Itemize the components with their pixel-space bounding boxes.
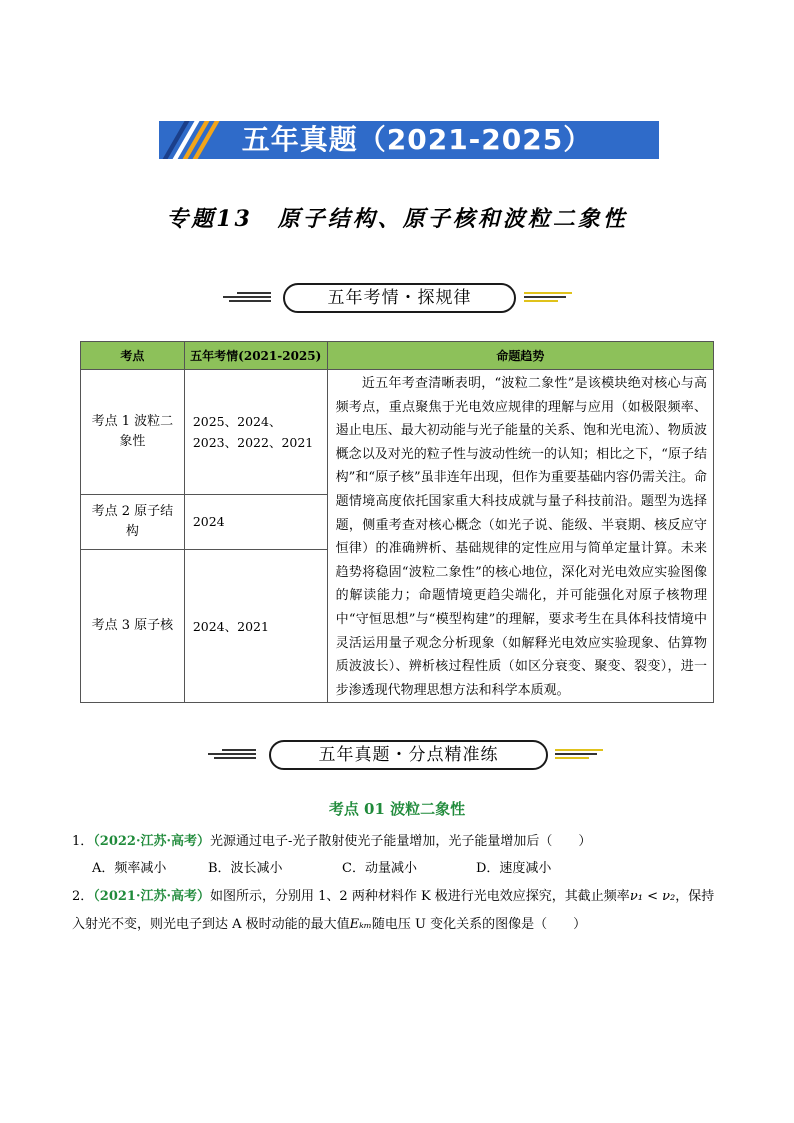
nu2-symbol: ν₂ xyxy=(662,889,676,904)
question-source: （2021·江苏·高考） xyxy=(93,889,211,904)
option-b: B．波长减小 xyxy=(208,861,283,876)
header-trend: 命题趋势 xyxy=(327,342,713,370)
section-header-practice xyxy=(0,740,794,770)
question-number: 1． xyxy=(72,834,94,849)
left-decoration xyxy=(208,748,256,758)
exam-trend-table xyxy=(80,341,714,703)
question-2 xyxy=(72,883,724,939)
question-1-options xyxy=(92,855,551,883)
table-header-row xyxy=(81,342,714,370)
header-point: 考点 xyxy=(81,342,185,370)
years-cell: 2025、2024、2023、2022、2021 xyxy=(184,370,327,495)
trend-cell xyxy=(327,370,713,703)
question-1 xyxy=(72,828,724,856)
ekm-symbol: Eₖₘ xyxy=(349,917,372,932)
trend-text: 近五年考查清晰表明，“波粒二象性”是该模块绝对核心与高频考点，重点聚焦于光电效应规律的理解与应用（如极限频率、遏止电压、最大初动能与光子能量的关系、饱和光电流）、物质波概念以及对光的粒子性与波动性统一的认知；相比之下，“原子结构”和“原子核”虽非连年出现，但作为重要基础内容仍需关注。命题情境高度依托国家重大科技成就与量子科技前沿。题型为选择题，侧重考查对核心概念（如光子说、能级、半衰期、核反应守恒律）的准确辨析、基础规律的定性应用与简单定量计算。未来趋势将稳固“波粒二象性”的核心地位，深化对光电效应实验图像的解读能力；命题情境更趋尖端化，并可能强化对原子核物理中“守恒思想”与“模型构建”的理解，要求考生在具体科技情境中灵活运用量子观念分析现象（如解释光电效应实验现象、估算物质波波长）、辨析核过程性质（如区分衰变、聚变、裂变），进一步渗透现代物理思想方法和科学本质观。 xyxy=(335,376,707,698)
table-row xyxy=(81,370,714,495)
option-d: D．速度减小 xyxy=(476,861,552,876)
option-c: C．动量减小 xyxy=(342,861,417,876)
option-a: A．频率减小 xyxy=(92,861,167,876)
nu1-symbol: ν₁ xyxy=(629,889,643,904)
section-title: 五年真题・分点精准练 xyxy=(269,740,548,770)
less-than: < xyxy=(642,889,663,904)
knowledge-point-heading: 考点 01 波粒二象性 xyxy=(328,800,466,818)
right-decoration xyxy=(555,748,603,758)
section-title: 五年考情・探规律 xyxy=(283,283,516,313)
question-text: ，保持入射光不变，则光电子到达 A 极时动能的最大值 xyxy=(72,889,715,932)
section-header-trends xyxy=(0,283,794,313)
title-banner xyxy=(159,121,659,159)
topic-title: 专题13 原子结构、原子核和波粒二象性 xyxy=(166,206,628,232)
banner-title: 五年真题（2021-2025） xyxy=(241,123,593,156)
question-text: 如图所示，分别用 1、2 两种材料作 K 极进行光电效应探究，其截止频率 xyxy=(210,889,630,904)
right-decoration xyxy=(524,291,572,301)
question-number: 2． xyxy=(72,889,94,904)
point-cell: 考点 1 波粒二象性 xyxy=(81,370,185,495)
point-cell: 考点 3 原子核 xyxy=(81,549,185,702)
question-text: 随电压 U 变化关系的图像是（ ） xyxy=(371,917,587,932)
point-cell: 考点 2 原子结构 xyxy=(81,494,185,549)
question-text: 光源通过电子-光子散射使光子能量增加，光子能量增加后（ ） xyxy=(210,834,592,849)
years-cell: 2024 xyxy=(184,494,327,549)
question-source: （2022·江苏·高考） xyxy=(93,834,211,849)
years-cell: 2024、2021 xyxy=(184,549,327,702)
header-years: 五年考情(2021-2025) xyxy=(184,342,327,370)
left-decoration xyxy=(223,291,271,301)
